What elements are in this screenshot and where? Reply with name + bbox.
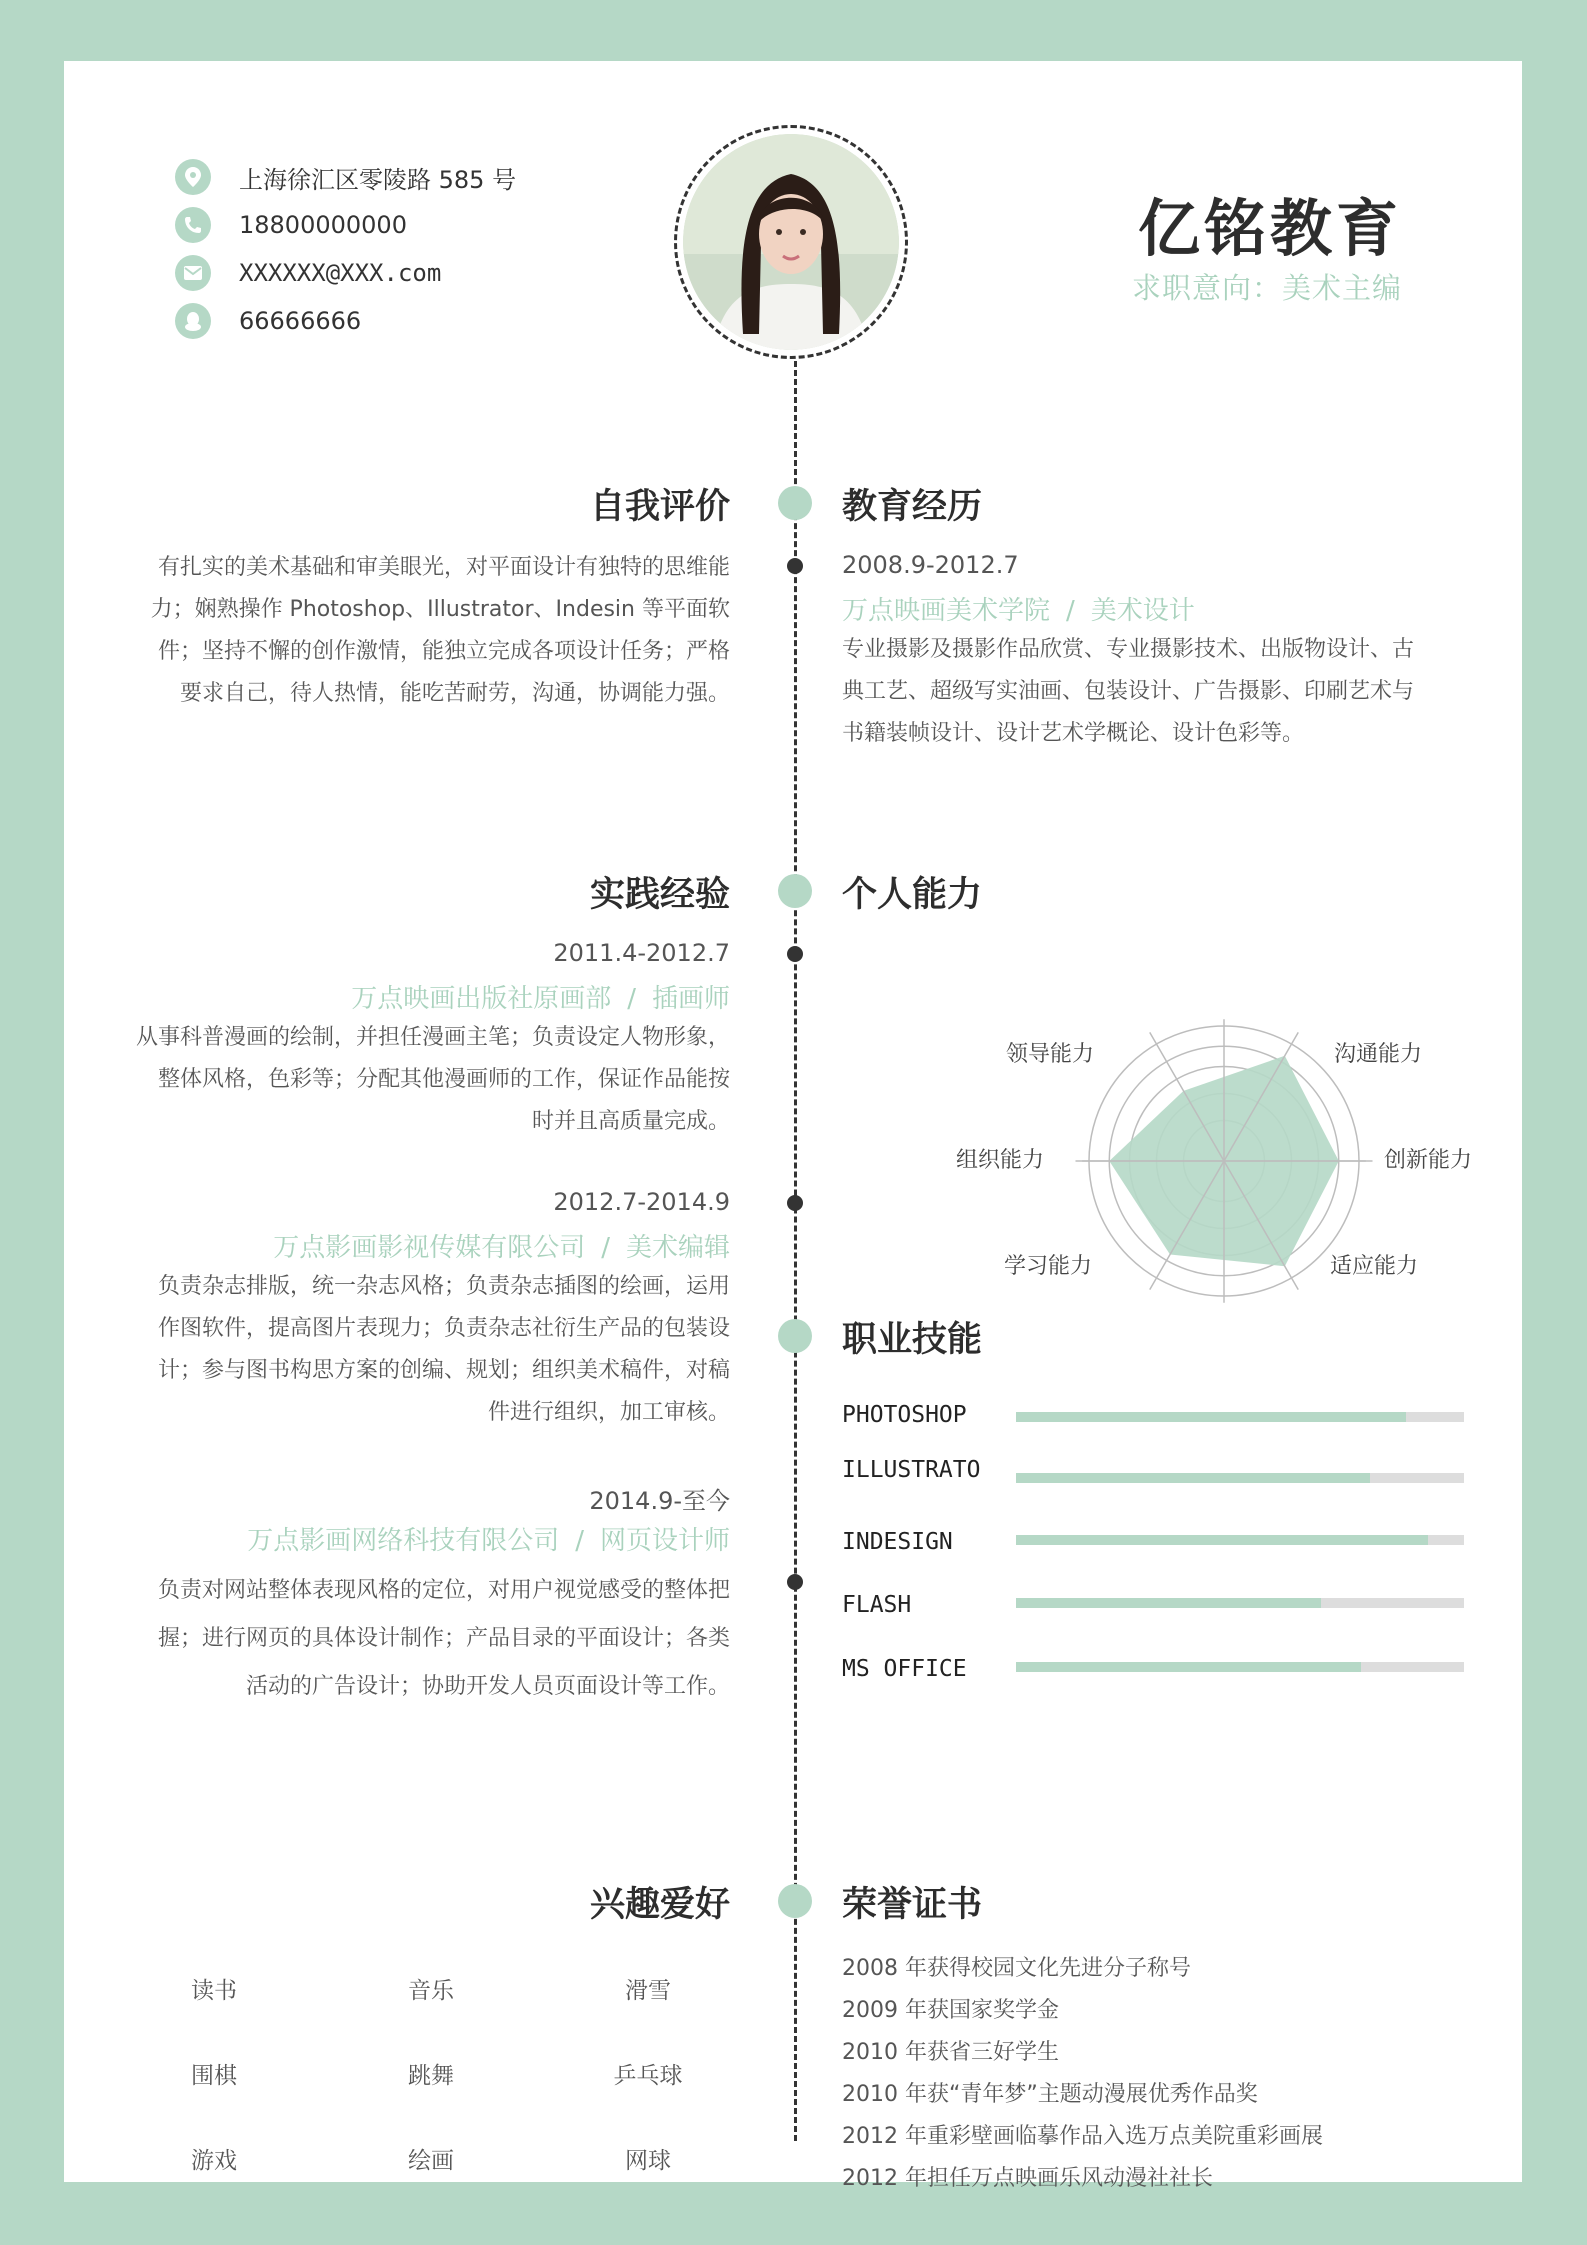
location-icon (175, 159, 211, 195)
practice-text (122, 1567, 730, 1711)
org-name: 万点映画出版社原画部 (351, 984, 612, 1014)
text-line: 件；坚持不懈的创作激情，能独立完成各项设计任务；严格 (157, 639, 730, 664)
text-line: 从事科普漫画的绘制，并担任漫画主笔；负责设定人物形象， (135, 1025, 730, 1050)
text-line: 时并且高质量完成。 (531, 1109, 730, 1134)
award-item: 2009 年获国家奖学金 (842, 1998, 1059, 2023)
contact-qq (175, 301, 361, 341)
practice-date: 2012.7-2014.9 (553, 1188, 730, 1216)
education-org: 万点映画美术学院 / 美术设计 (842, 596, 1195, 626)
text-line: 有扎实的美术基础和审美眼光，对平面设计有独特的思维能 (157, 555, 730, 580)
skills-title: 职业技能 (842, 1320, 983, 1360)
education-date: 2008.9-2012.7 (842, 551, 1019, 579)
text-line: 握；进行网页的具体设计制作；产品目录的平面设计；各类 (157, 1626, 730, 1651)
award-item: 2010 年获“青年梦”主题动漫展优秀作品奖 (842, 2082, 1258, 2107)
self-eval-title: 自我评价 (589, 487, 730, 527)
text-line: 活动的广告设计；协助开发人员页面设计等工作。 (245, 1674, 730, 1699)
hobby-item: 滑雪 (625, 1978, 671, 2004)
hobby-item: 围棋 (191, 2063, 237, 2089)
hobbies-title: 兴趣爱好 (589, 1885, 730, 1925)
self-eval-text (122, 547, 730, 715)
practice-text (122, 1017, 730, 1143)
practice-date: 2011.4-2012.7 (553, 939, 730, 967)
resume-page (64, 61, 1522, 2191)
radar-label: 创新能力 (1384, 1148, 1473, 1173)
text-line: 作图软件，提高图片表现力；负责杂志社衍生产品的包装设 (157, 1316, 730, 1341)
hobby-item: 网球 (625, 2148, 671, 2174)
hobby-item: 乒乓球 (613, 2063, 683, 2089)
text-line: 专业摄影及摄影作品欣赏、专业摄影技术、出版物设计、古 (842, 637, 1415, 662)
phone-icon (175, 207, 211, 243)
avatar (674, 125, 908, 359)
practice-org: 万点影画网络科技有限公司 / 网页设计师 (247, 1526, 730, 1556)
skill-label: INDESIGN (842, 1529, 953, 1555)
skill-bar-fill (1016, 1662, 1361, 1672)
radar-label: 沟通能力 (1334, 1042, 1423, 1067)
text-line: 件进行组织，加工审核。 (487, 1400, 730, 1425)
contact-phone (175, 205, 407, 245)
skill-bar-fill (1016, 1535, 1428, 1545)
skill-bar (1016, 1535, 1464, 1545)
award-item: 2012 年担任万点映画乐风动漫社社长 (842, 2166, 1213, 2191)
page-title: 亿铭教育 (1137, 192, 1402, 265)
skill-bar-fill (1016, 1412, 1406, 1422)
radar-spokes (1076, 1019, 1373, 1303)
email-text: XXXXXX@XXX.com (239, 259, 442, 287)
timeline-node (778, 874, 812, 908)
practice-org: 万点映画出版社原画部 / 插画师 (351, 984, 730, 1014)
major-name: 美术设计 (1090, 596, 1195, 626)
address-text: 上海徐汇区零陵路 585 号 (239, 165, 517, 194)
skill-bar-fill (1016, 1473, 1370, 1483)
text-line: 力；娴熟操作 Photoshop、Illustrator、Indesin 等平面软 (150, 597, 730, 622)
text-line: 典工艺、超级写实油画、包装设计、广告摄影、印刷艺术与 (842, 679, 1415, 704)
radar-label: 学习能力 (1004, 1254, 1093, 1279)
org-name: 万点影画影视传媒有限公司 (273, 1233, 586, 1263)
email-icon (175, 255, 211, 291)
hobby-item: 读书 (191, 1978, 237, 2004)
hobby-item: 音乐 (408, 1978, 454, 2004)
award-item: 2008 年获得校园文化先进分子称号 (842, 1956, 1191, 1981)
org-name: 万点影画网络科技有限公司 (247, 1526, 560, 1556)
skill-bar (1016, 1598, 1464, 1608)
timeline-node (778, 1884, 812, 1918)
skill-label: FLASH (842, 1592, 912, 1618)
ability-title: 个人能力 (842, 875, 983, 915)
timeline-dot (787, 946, 803, 962)
skill-bar (1016, 1662, 1464, 1672)
timeline-dot (787, 1574, 803, 1590)
skill-label: PHOTOSHOP (842, 1402, 967, 1428)
text-line: 计；参与图书构思方案的创编、规划；组织美术稿件，对稿 (157, 1358, 730, 1383)
skill-bar-fill (1016, 1598, 1321, 1608)
text-line: 书籍装帧设计、设计艺术学概论、设计色彩等。 (842, 721, 1305, 746)
role-name: 美术编辑 (625, 1233, 730, 1263)
skill-bar (1016, 1473, 1464, 1483)
hobby-item: 游戏 (191, 2148, 237, 2174)
school-name: 万点映画美术学院 (842, 596, 1051, 626)
role-name: 插画师 (651, 984, 730, 1014)
ability-radar-chart (894, 941, 1514, 1321)
practice-title: 实践经验 (589, 875, 730, 915)
job-intent: 求职意向：美术主编 (1131, 271, 1402, 305)
skill-label: ILLUSTRATO (842, 1457, 981, 1483)
awards-title: 荣誉证书 (842, 1885, 983, 1925)
portrait-image (683, 134, 899, 350)
qq-text: 66666666 (239, 307, 362, 335)
award-item: 2010 年获省三好学生 (842, 2040, 1059, 2065)
timeline-dot (787, 1195, 803, 1211)
practice-text (122, 1266, 730, 1434)
contact-address (175, 157, 516, 197)
qq-icon (175, 303, 211, 339)
radar-label: 组织能力 (956, 1148, 1045, 1173)
hobby-item: 绘画 (408, 2148, 454, 2174)
radar-label: 领导能力 (1006, 1042, 1095, 1067)
practice-date: 2014.9-至今 (589, 1487, 730, 1515)
timeline-dot (787, 558, 803, 574)
practice-org: 万点影画影视传媒有限公司 / 美术编辑 (273, 1233, 730, 1263)
radar-label: 适应能力 (1330, 1254, 1419, 1279)
text-line: 负责对网站整体表现风格的定位，对用户视觉感受的整体把 (157, 1578, 730, 1603)
timeline-node (778, 1319, 812, 1353)
award-item: 2012 年重彩壁画临摹作品入选万点美院重彩画展 (842, 2124, 1323, 2149)
skill-label: MS OFFICE (842, 1656, 967, 1682)
text-line: 负责杂志排版，统一杂志风格；负责杂志插图的绘画，运用 (157, 1274, 730, 1299)
education-text (842, 629, 1462, 755)
hobby-item: 跳舞 (408, 2063, 454, 2089)
education-title: 教育经历 (842, 487, 983, 527)
timeline-spine (794, 361, 797, 2141)
phone-text: 18800000000 (239, 211, 407, 239)
text-line: 要求自己，待人热情，能吃苦耐劳，沟通，协调能力强。 (179, 681, 730, 706)
timeline-node (778, 486, 812, 520)
role-name: 网页设计师 (599, 1526, 730, 1556)
skill-bar (1016, 1412, 1464, 1422)
contact-email (175, 253, 441, 293)
text-line: 整体风格，色彩等；分配其他漫画师的工作，保证作品能按 (157, 1067, 730, 1092)
